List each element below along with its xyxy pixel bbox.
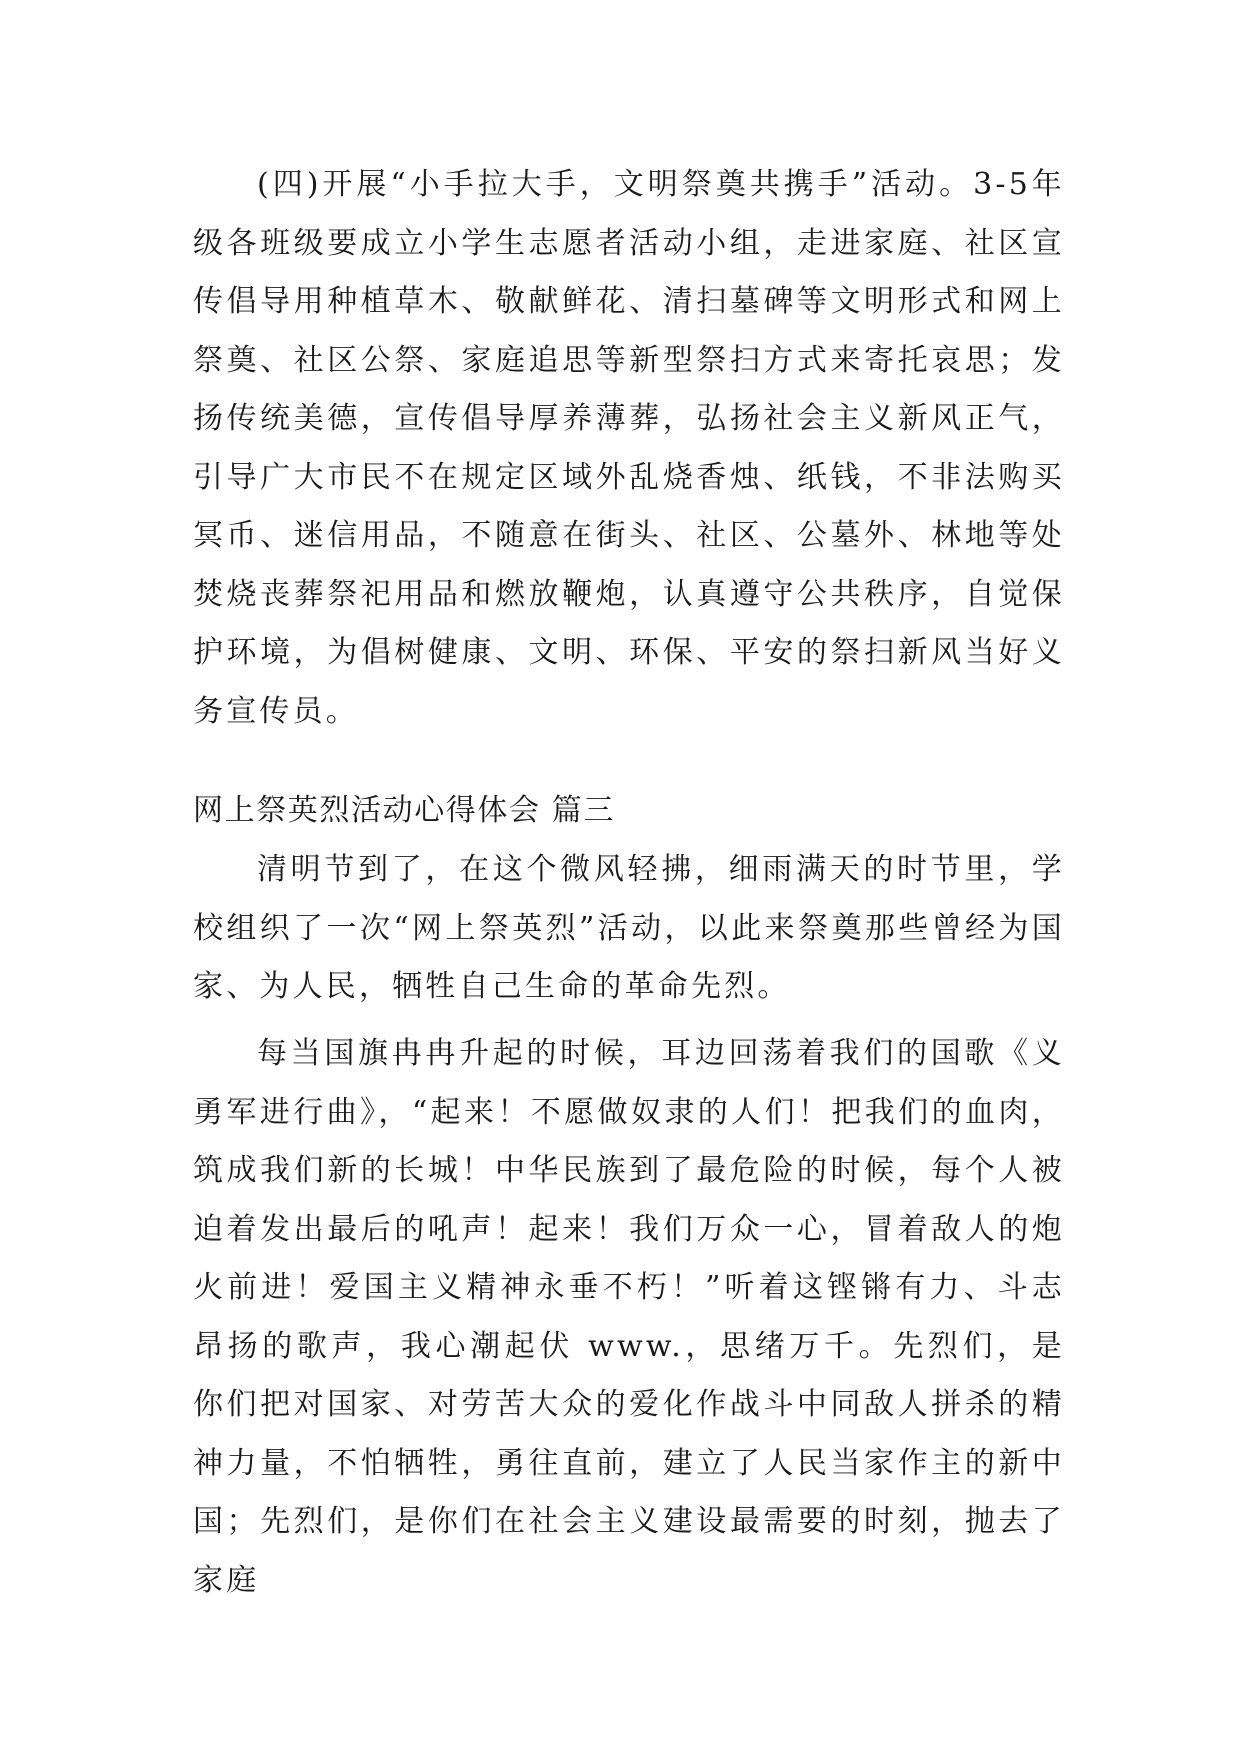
section-heading: 网上祭英烈活动心得体会 篇三: [193, 793, 615, 828]
body-paragraph-1: 清明节到了，在这个微风轻拂，细雨满天的时节里，学校组织了一次“网上祭英烈”活动，以此来祭奠那些曾经为国家、为人民，牺牲自己生命的革命先烈。: [193, 852, 1065, 1004]
activity-paragraph: (四)开展“小手拉大手，文明祭奠共携手”活动。3-5年级各班级要成立小学生志愿者活动小组，走进家庭、社区宣传倡导用种植草木、敬献鲜花、清扫墓碑等文明形式和网上祭奠、社区公祭、家庭追思等新型祭扫方式来寄托哀思；发扬传统美德，宣传倡导厚养薄葬，弘扬社会主义新风正气，引导广大市民不在规定区域外乱烧香烛、纸钱，不非法购买冥币、迷信用品，不随意在街头、社区、公墓外、林地等处焚烧丧葬祭祀用品和燃放鞭炮，认真遵守公共秩序，自觉保护环境，为倡树健康、文明、环保、平安的祭扫新风当好义务宣传员。: [193, 167, 1065, 729]
body-paragraph-2: 每当国旗冉冉升起的时候，耳边回荡着我们的国歌《义勇军进行曲》，“起来！不愿做奴隶的人们！把我们的血肉，筑成我们新的长城！中华民族到了最危险的时候，每个人被迫着发出最后的吼声！起来！我们万众一心，冒着敌人的炮火前进！爱国主义精神永垂不朽！”听着这铿锵有力、斗志昂扬的歌声，我心潮起伏 www.，思绪万千。先烈们，是你们把对国家、对劳苦大众的爱化作战斗中同敌人拼杀的精神力量，不怕牺牲，勇往直前，建立了人民当家作主的新中国；先烈们，是你们在社会主义建设最需要的时刻，抛去了家庭: [193, 1036, 1065, 1598]
